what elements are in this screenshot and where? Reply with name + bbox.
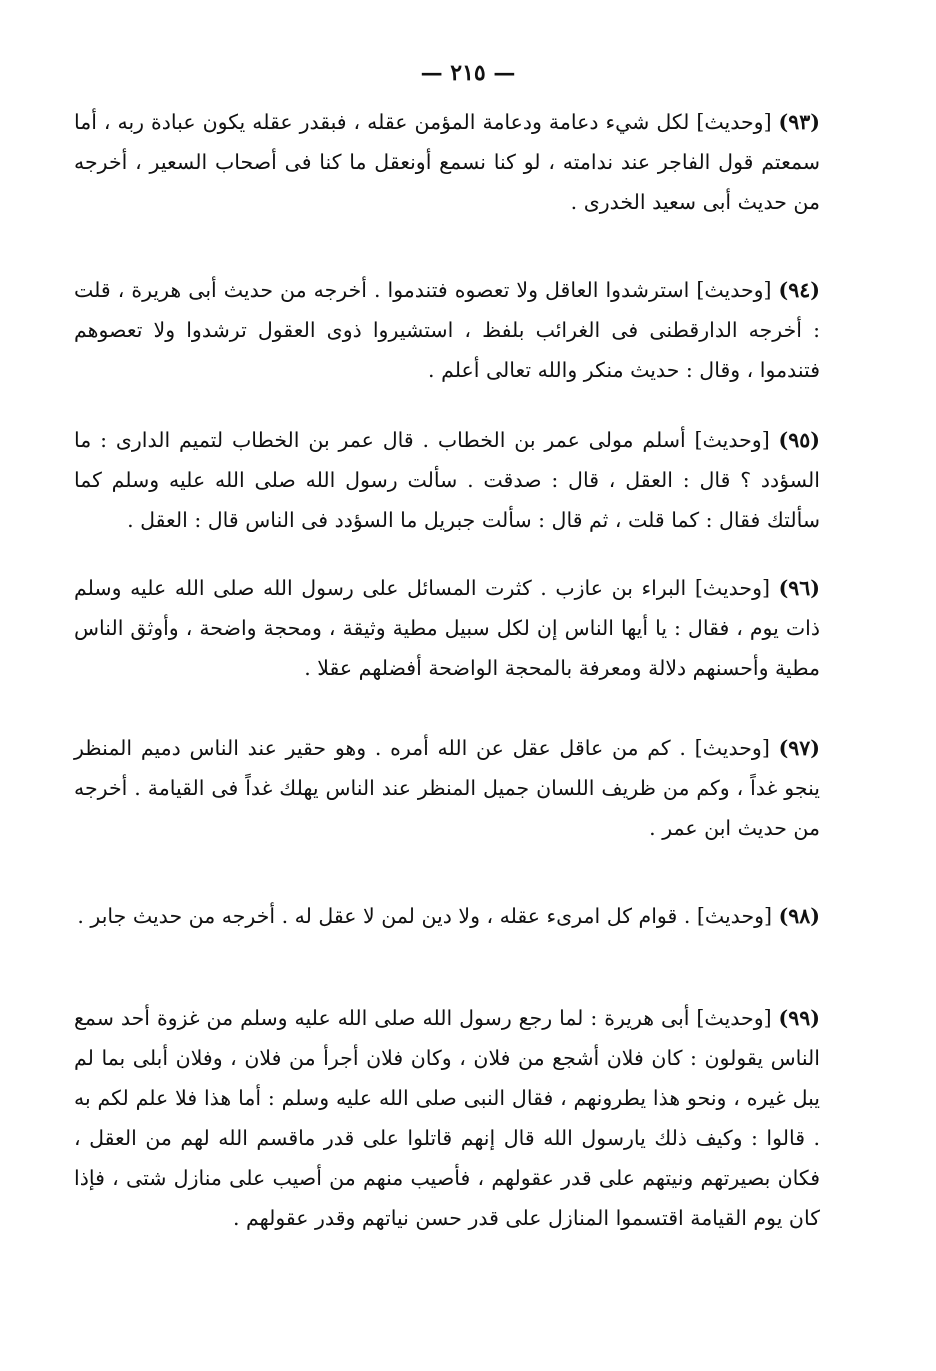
hadith-text: [وحديث] أسلم مولى عمر بن الخطاب . قال عمر بن الخطاب لتميم الدارى : ما السؤدد ؟ قال : العقل ، قال : صدقت . سألت رسول الله صلى الله عليه وسلم كما سألتك فقال : كما قلت ، ثم قال : سألت جبريل ما السؤدد فى الناس قال : العقل . (74, 428, 820, 532)
hadith-number: (٩٥) (778, 428, 820, 452)
hadith-number: (٩٨) (778, 904, 820, 928)
hadith-entry-97 (74, 728, 820, 848)
hadith-text: [وحديث] البراء بن عازب . كثرت المسائل على رسول الله صلى الله عليه وسلم ذات يوم ، فقال : يا أيها الناس إن لكل سبيل مطية وثيقة ، ومحجة واضحة ، وأوثق الناس مطية وأحسنهم دلالة ومعرفة بالمحجة الواضحة أفضلهم عقلا . (74, 576, 820, 680)
hadith-text: [وحديث] استرشدوا العاقل ولا تعصوه فتندموا . أخرجه من حديث أبى هريرة ، قلت : أخرجه الدارقطنى فى الغرائب بلفظ ، استشيروا ذوى العقول ترشدوا ولا تعصوهم فتندموا ، وقال : حديث منكر والله تعالى أعلم . (74, 278, 820, 382)
hadith-text: [وحديث] لكل شيء دعامة ودعامة المؤمن عقله ، فبقدر عقله يكون عبادة ربه ، أما سمعتم قول الفاجر عند ندامته ، لو كنا نسمع أونعقل ما كنا فى أصحاب السعير ، أخرجه من حديث أبى سعيد الخدرى . (74, 110, 820, 214)
hadith-entry-95 (74, 420, 820, 540)
hadith-number: (٩٤) (778, 278, 820, 302)
hadith-text: [وحديث] أبى هريرة : لما رجع رسول الله صلى الله عليه وسلم من غزوة أحد سمع الناس يقولون : كان فلان أشجع من فلان ، وكان فلان أجرأ من فلان ، وفلان أبلى بما لم يبل غيره ، ونحو هذا يطرونهم ، فقال النبى صلى الله عليه وسلم : أما هذا فلا علم لكم به . قالوا : وكيف ذلك يارسول الله قال إنهم قاتلوا على قدر ماقسم الله لهم من العقل ، فكان بصيرتهم ونيتهم على قدر عقولهم ، فأصيب منهم من أصيب على منازل شتى ، فإذا كان يوم القيامة اقتسموا المنازل على قدر حسن نياتهم وقدر عقولهم . (74, 1006, 820, 1230)
page-number: — ٢١٥ — (420, 60, 516, 86)
hadith-entry-93 (74, 102, 820, 222)
hadith-number: (٩٣) (778, 110, 820, 134)
hadith-number: (٩٩) (778, 1006, 820, 1030)
hadith-number: (٩٦) (778, 576, 820, 600)
hadith-number: (٩٧) (778, 736, 820, 760)
hadith-text: [وحديث] . قوام كل امرىء عقله ، ولا دين لمن لا عقل له . أخرجه من حديث جابر . (77, 904, 773, 928)
hadith-entry-99 (74, 998, 820, 1238)
hadith-text: [وحديث] . كم من عاقل عقل عن الله أمره . وهو حقير عند الناس دميم المنظر ينجو غداً ، وكم من ظريف اللسان جميل المنظر عند الناس يهلك غداً فى القيامة . أخرجه من حديث ابن عمر . (74, 736, 820, 840)
hadith-entry-96 (74, 568, 820, 688)
hadith-entry-98 (74, 896, 820, 936)
hadith-entry-94 (74, 270, 820, 390)
